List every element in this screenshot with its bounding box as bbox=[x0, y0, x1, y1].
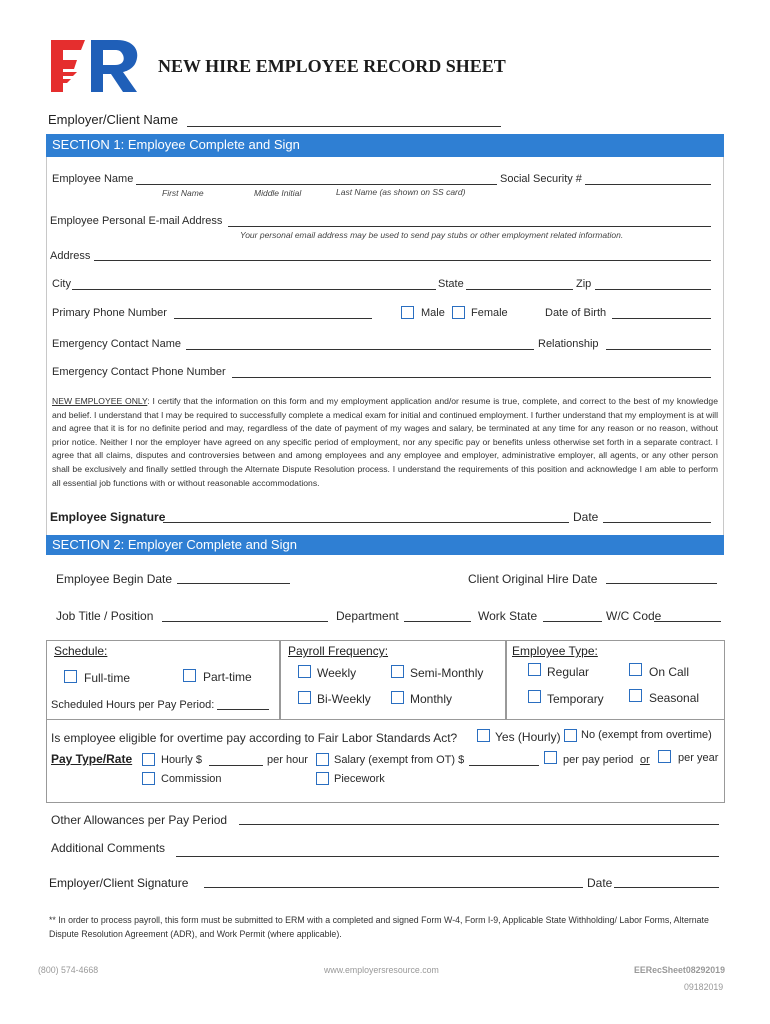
email-field[interactable] bbox=[228, 226, 711, 227]
address-field[interactable] bbox=[94, 260, 711, 261]
temporary-label: Temporary bbox=[547, 692, 604, 706]
certification-text: : I certify that the information on this form and my employment application and/or resume is true, complete, and correct to the best of my knowledge and belief. I understand that I may be required to successfully complete a medical exam for initial and continued employment. I further understand that my employment is at will and agree that it is for no definite period and may, regardless of the date of payment of my wages and salary, be terminated at any time for any reason or no reason, without prior notice. Neither I nor the employer have agreed on any specific period of employment, nor any specific pay or benefits unless otherwise set forth in a separate contract. I agree that all claims, disputes and controversies between and among employees and any employee and employer, administrative employer, all agents, or any other person shall be exclusively and finally settled through the Alternate Dispute Resolution process. I understand the requirements of this position and acknowledge I am able to perform all essential job functions with or without reasonable accommodations. bbox=[52, 396, 718, 488]
yes-hourly-checkbox[interactable] bbox=[477, 729, 490, 742]
part-time-label: Part-time bbox=[203, 670, 252, 684]
last-name-hint: Last Name (as shown on SS card) bbox=[336, 187, 466, 197]
per-pay-period-label: per pay period bbox=[563, 754, 634, 766]
original-hire-field[interactable] bbox=[606, 583, 717, 584]
schedule-label: Schedule: bbox=[54, 644, 108, 658]
emergency-name-field[interactable] bbox=[186, 349, 534, 350]
dob-field[interactable] bbox=[612, 318, 711, 319]
relationship-label: Relationship bbox=[538, 338, 599, 350]
per-year-checkbox[interactable] bbox=[658, 750, 671, 763]
piecework-checkbox[interactable] bbox=[316, 772, 329, 785]
wc-code-field[interactable] bbox=[654, 621, 721, 622]
or-label: or bbox=[640, 754, 650, 766]
begin-date-field[interactable] bbox=[177, 583, 290, 584]
footer-phone: (800) 574-4668 bbox=[38, 965, 99, 975]
dob-label: Date of Birth bbox=[545, 307, 607, 319]
on-call-checkbox[interactable] bbox=[629, 663, 642, 676]
state-label: State bbox=[438, 278, 464, 290]
relationship-field[interactable] bbox=[606, 349, 711, 350]
zip-label: Zip bbox=[576, 278, 592, 290]
weekly-checkbox[interactable] bbox=[298, 665, 311, 678]
salary-label: Salary (exempt from OT) $ bbox=[334, 754, 465, 766]
address-label: Address bbox=[50, 250, 91, 262]
bi-weekly-label: Bi-Weekly bbox=[317, 692, 371, 706]
female-label: Female bbox=[471, 307, 508, 319]
emergency-name-label: Emergency Contact Name bbox=[52, 338, 181, 350]
state-field[interactable] bbox=[466, 289, 573, 290]
primary-phone-field[interactable] bbox=[174, 318, 372, 319]
semi-monthly-label: Semi-Monthly bbox=[410, 666, 484, 680]
page-title: NEW HIRE EMPLOYEE RECORD SHEET bbox=[158, 56, 506, 76]
ssn-field[interactable] bbox=[585, 184, 711, 185]
hourly-label: Hourly $ bbox=[161, 754, 202, 766]
emergency-phone-label: Emergency Contact Phone Number bbox=[52, 366, 226, 378]
department-label: Department bbox=[336, 609, 399, 623]
ssn-label: Social Security # bbox=[500, 173, 582, 185]
per-hour-label: per hour bbox=[267, 754, 308, 766]
hourly-rate-field[interactable] bbox=[209, 765, 263, 766]
employee-name-label: Employee Name bbox=[52, 173, 134, 185]
employer-date-label: Date bbox=[587, 876, 613, 890]
seasonal-label: Seasonal bbox=[649, 691, 700, 705]
original-hire-label: Client Original Hire Date bbox=[468, 572, 598, 586]
other-allowances-field[interactable] bbox=[239, 824, 719, 825]
employee-name-field[interactable] bbox=[136, 184, 497, 185]
company-logo bbox=[47, 38, 143, 94]
seasonal-checkbox[interactable] bbox=[629, 689, 642, 702]
temporary-checkbox[interactable] bbox=[528, 690, 541, 703]
employer-signature-label: Employer/Client Signature bbox=[49, 876, 189, 890]
employee-date-field[interactable] bbox=[603, 522, 711, 523]
piecework-label: Piecework bbox=[334, 773, 385, 785]
flsa-question: Is employee eligible for overtime pay according to Fair Labor Standards Act? bbox=[51, 731, 458, 745]
footer-website: www.employersresource.com bbox=[324, 965, 439, 975]
regular-label: Regular bbox=[547, 665, 590, 679]
department-field[interactable] bbox=[404, 621, 471, 622]
primary-phone-label: Primary Phone Number bbox=[52, 307, 167, 319]
regular-checkbox[interactable] bbox=[528, 663, 541, 676]
full-time-checkbox[interactable] bbox=[64, 670, 77, 683]
other-allowances-label: Other Allowances per Pay Period bbox=[51, 813, 228, 827]
additional-comments-field[interactable] bbox=[176, 856, 719, 857]
pay-type-label: Pay Type/Rate bbox=[51, 752, 133, 766]
footnote: ** In order to process payroll, this form must be submitted to ERM with a completed and signed Form W-4, Form I-9, Applicable State Withholding/ Labor Forms, Alternate Dispute Resolution Agreement (ADR), and Work Permit (where applicable). bbox=[49, 915, 709, 939]
male-label: Male bbox=[421, 307, 445, 319]
job-title-label: Job Title / Position bbox=[56, 609, 154, 623]
wc-code-label: W/C Code bbox=[606, 609, 662, 623]
city-label: City bbox=[52, 278, 71, 290]
monthly-checkbox[interactable] bbox=[391, 691, 404, 704]
employee-signature-field[interactable] bbox=[163, 522, 569, 523]
salary-amount-field[interactable] bbox=[469, 765, 539, 766]
employer-client-name-label: Employer/Client Name bbox=[48, 112, 179, 127]
employer-date-field[interactable] bbox=[614, 887, 719, 888]
scheduled-hours-label: Scheduled Hours per Pay Period: bbox=[51, 699, 215, 711]
work-state-field[interactable] bbox=[543, 621, 602, 622]
employee-type-label: Employee Type: bbox=[512, 644, 598, 658]
employer-signature-field[interactable] bbox=[204, 887, 583, 888]
salary-checkbox[interactable] bbox=[316, 753, 329, 766]
full-time-label: Full-time bbox=[84, 671, 131, 685]
bi-weekly-checkbox[interactable] bbox=[298, 691, 311, 704]
per-pay-period-checkbox[interactable] bbox=[544, 751, 557, 764]
per-year-label: per year bbox=[678, 752, 719, 764]
yes-hourly-label: Yes (Hourly) bbox=[495, 730, 561, 744]
email-note: Your personal email address may be used to send pay stubs or other employment related information. bbox=[240, 230, 624, 240]
first-name-hint: First Name bbox=[162, 188, 204, 198]
on-call-label: On Call bbox=[649, 665, 690, 679]
city-field[interactable] bbox=[72, 289, 436, 290]
payroll-frequency-label: Payroll Frequency: bbox=[288, 644, 389, 658]
employee-date-label: Date bbox=[573, 510, 599, 524]
email-label: Employee Personal E-mail Address bbox=[50, 215, 223, 227]
emergency-phone-field[interactable] bbox=[232, 377, 711, 378]
section2-header: SECTION 2: Employer Complete and Sign bbox=[46, 535, 724, 555]
commission-checkbox[interactable] bbox=[142, 772, 155, 785]
female-checkbox[interactable] bbox=[452, 306, 465, 319]
no-exempt-checkbox[interactable] bbox=[564, 729, 577, 742]
work-state-label: Work State bbox=[478, 609, 538, 623]
no-exempt-label: No (exempt from overtime) bbox=[581, 729, 712, 741]
employee-signature-label: Employee Signature bbox=[50, 510, 166, 524]
male-checkbox[interactable] bbox=[401, 306, 414, 319]
scheduled-hours-field[interactable] bbox=[217, 709, 269, 710]
employer-client-name-field[interactable] bbox=[187, 126, 501, 127]
additional-comments-label: Additional Comments bbox=[51, 841, 166, 855]
weekly-label: Weekly bbox=[317, 666, 357, 680]
job-title-field[interactable] bbox=[162, 621, 328, 622]
new-employee-only-label: NEW EMPLOYEE ONLY bbox=[52, 396, 148, 406]
begin-date-label: Employee Begin Date bbox=[56, 572, 173, 586]
semi-monthly-checkbox[interactable] bbox=[391, 665, 404, 678]
zip-field[interactable] bbox=[595, 289, 711, 290]
commission-label: Commission bbox=[161, 773, 222, 785]
part-time-checkbox[interactable] bbox=[183, 669, 196, 682]
section1-header: SECTION 1: Employee Complete and Sign bbox=[46, 134, 724, 157]
footer-code-2: 09182019 bbox=[684, 982, 724, 992]
monthly-label: Monthly bbox=[410, 692, 453, 706]
footer-code: EERecSheet08292019 bbox=[634, 965, 725, 975]
certification-paragraph bbox=[52, 395, 718, 490]
middle-initial-hint: Middle Initial bbox=[254, 188, 302, 198]
hourly-checkbox[interactable] bbox=[142, 753, 155, 766]
